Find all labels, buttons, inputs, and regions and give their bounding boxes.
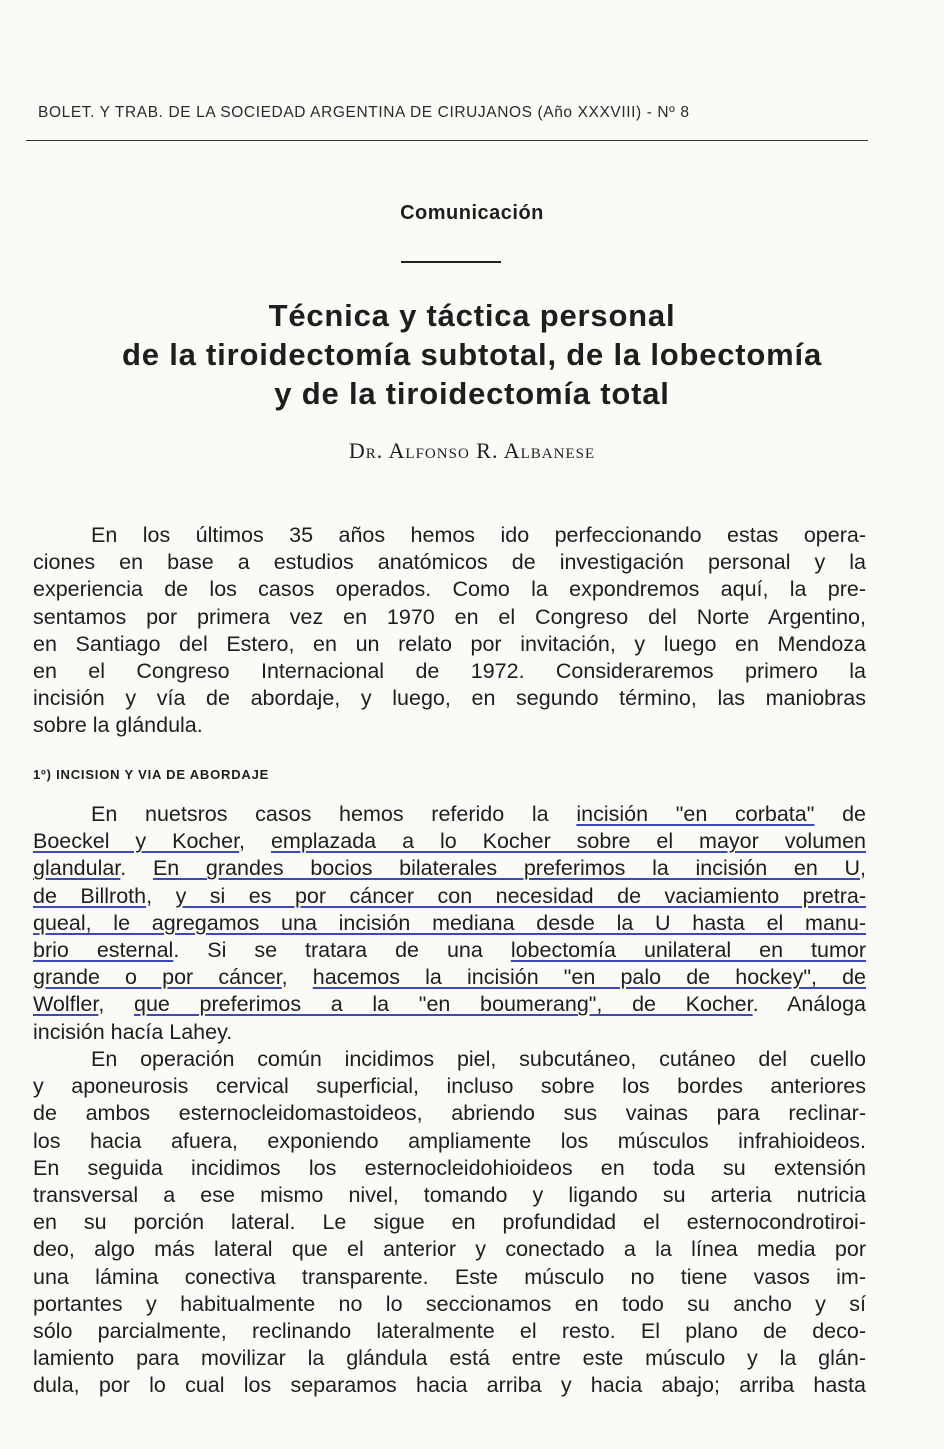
title-divider (401, 261, 501, 263)
text-line (33, 1209, 866, 1236)
title-line: Técnica y táctica personal (268, 298, 676, 333)
text-line (33, 1318, 866, 1345)
text-line (33, 855, 866, 882)
text-line (33, 712, 866, 739)
text-segment: incisión hacía Lahey. (33, 1019, 233, 1044)
text-segment: , (281, 965, 313, 990)
text-line (33, 964, 866, 991)
text-segment: En operación común incidimos piel, subcutáneo, cutáneo del cuello (91, 1047, 866, 1071)
underlined-text: incisión "en corbata" (576, 802, 815, 826)
text-segment: . (120, 856, 153, 881)
text-line (33, 1019, 866, 1046)
text-segment: deo, algo más lateral que el anterior y conectado a la línea media por (33, 1237, 866, 1262)
underlined-text: grande o por cáncer (33, 965, 282, 990)
text-line (33, 658, 866, 685)
paragraph-intro (33, 522, 866, 740)
text-segment: En los últimos 35 años hemos ido perfeccionando estas opera- (91, 523, 866, 547)
text-line (33, 828, 866, 855)
underlined-text: En grandes bocios bilaterales preferimos la incisión en U (152, 856, 861, 881)
text-line (33, 604, 866, 631)
text-segment: en Santiago del Estero, en un relato por invitación, y luego en Mendoza (33, 631, 866, 656)
running-head: BOLET. Y TRAB. DE LA SOCIEDAD ARGENTINA DE CIRUJANOS (Año XXXVIII) - Nº 8 (38, 104, 690, 121)
underlined-text: lobectomía unilateral en tumor (510, 937, 866, 962)
text-segment: los hacia afuera, exponiendo ampliamente los músculos infrahioideos. (33, 1128, 866, 1153)
text-segment: , (239, 829, 271, 854)
text-line (33, 937, 866, 964)
text-segment: , (860, 856, 866, 881)
underlined-text: emplazada a lo Kocher sobre el mayor volumen (270, 829, 866, 854)
title-line: de la tiroidectomía subtotal, de la lobectomía (122, 337, 822, 372)
text-line (33, 549, 866, 576)
underlined-text: de Billroth (33, 883, 147, 908)
text-segment: lamiento para movilizar la glándula está entre este músculo y la glán- (33, 1346, 866, 1371)
text-line (33, 1264, 866, 1291)
underlined-text: queal, le agregamos una incisión mediana desde la U hasta el manu- (33, 910, 866, 935)
header-rule (26, 140, 868, 141)
text-line (33, 883, 866, 910)
text-segment: En seguida incidimos los esternocleidohioideos en toda su extensión (33, 1155, 866, 1180)
text-line (33, 631, 866, 658)
text-segment: de (814, 802, 866, 826)
text-line (33, 1236, 866, 1263)
underlined-text: brio esternal (33, 937, 174, 962)
text-line (33, 1155, 866, 1182)
text-segment: de ambos esternocleidomastoideos, abriendo sus vainas para reclinar- (33, 1101, 866, 1126)
text-segment: en el Congreso Internacional de 1972. Consideraremos primero la (33, 658, 866, 683)
text-segment: experiencia de los casos operados. Como la expondremos aquí, la pre- (33, 577, 866, 602)
text-line (33, 1345, 866, 1372)
underlined-text: Boeckel y Kocher (33, 829, 240, 854)
text-segment: sobre la glándula. (33, 713, 203, 738)
text-line (33, 991, 866, 1018)
article-title (0, 296, 944, 413)
text-segment: ciones en base a estudios anatómicos de investigación personal y la (33, 550, 866, 575)
text-segment: y aponeurosis cervical superficial, incluso sobre los bordes anteriores (33, 1074, 866, 1099)
text-line (33, 910, 866, 937)
text-line (33, 801, 866, 828)
text-segment: En nuetsros casos hemos referido la (91, 802, 577, 826)
text-segment: transversal a ese mismo nivel, tomando y ligando su arteria nutricia (33, 1182, 866, 1207)
underlined-text: que preferimos a la "en boumerang", de Kocher (133, 992, 753, 1017)
text-line (33, 1372, 866, 1399)
text-line (33, 1046, 866, 1073)
text-segment: , (146, 883, 176, 908)
title-line: y de la tiroidectomía total (274, 376, 670, 411)
text-segment: . Análoga (752, 992, 866, 1017)
text-segment: incisión y vía de abordaje, y luego, en segundo término, las maniobras (33, 686, 866, 711)
text-line (33, 1100, 866, 1127)
text-line (33, 1291, 866, 1318)
text-segment: , (98, 992, 134, 1017)
text-line (33, 1073, 866, 1100)
text-segment: sólo parcialmente, reclinando lateralmente el resto. El plano de deco- (33, 1318, 866, 1343)
author: Dr. Alfonso R. Albanese (348, 438, 596, 463)
section-label: Comunicación (400, 202, 544, 224)
text-segment: . Si se tratara de una (173, 937, 511, 962)
underlined-text: y si es por cáncer con necesidad de vaciamiento pretra- (175, 883, 867, 908)
text-line (33, 1182, 866, 1209)
text-segment: portantes y habitualmente no lo seccionamos en todo su ancho y sí (33, 1291, 866, 1316)
text-line (33, 1128, 866, 1155)
text-segment: una lámina conectiva transparente. Este músculo no tiene vasos im- (33, 1264, 866, 1289)
underlined-text: glandular (33, 856, 121, 881)
text-line (33, 522, 866, 549)
paragraph-operation (33, 1046, 866, 1399)
text-line (33, 576, 866, 603)
underlined-text: hacemos la incisión "en palo de hockey", de (312, 965, 866, 990)
text-segment: sentamos por primera vez en 1970 en el Congreso del Norte Argentino, (33, 604, 866, 629)
text-segment: dula, por lo cual los separamos hacia arriba y hacia abajo; arriba hasta (33, 1373, 866, 1398)
text-segment: en su porción lateral. Le sigue en profundidad el esternocondrotiroi- (33, 1210, 866, 1235)
paragraph-incision (33, 801, 866, 1046)
text-line (33, 685, 866, 712)
section-heading: 1º) INCISION Y VIA DE ABORDAJE (33, 767, 270, 782)
underlined-text: Wolfler (33, 992, 99, 1017)
